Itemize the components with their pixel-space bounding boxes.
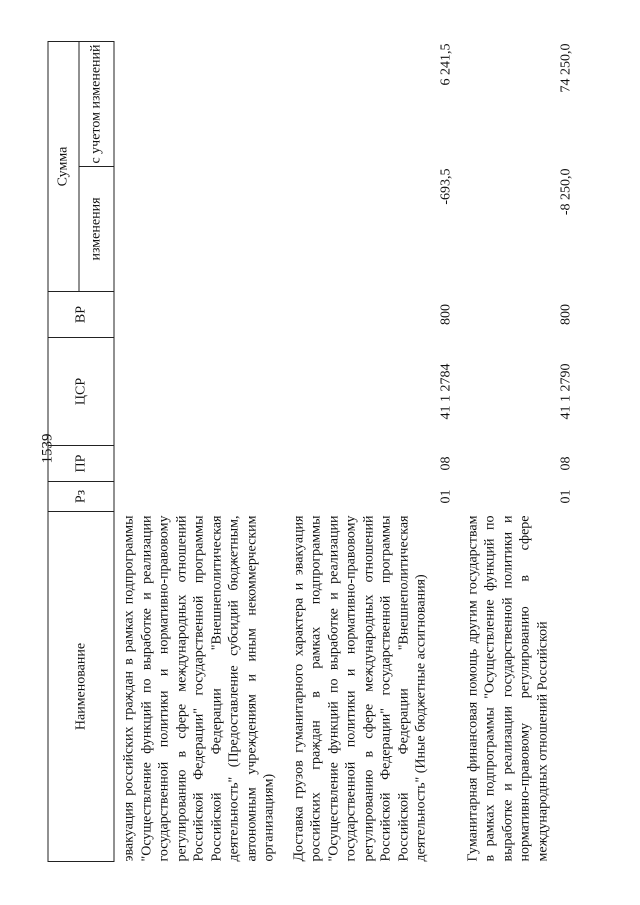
header-vr: ВР [48,292,114,338]
row-with-changes [114,42,284,167]
budget-table [48,41,579,862]
row-with-changes: 74 250,0 [558,43,573,93]
header-name: Наименование [48,512,114,862]
row-change: -693,5 [438,168,453,205]
table-row [284,42,458,862]
row-csr [114,338,284,446]
row-pr: 08 [438,456,453,471]
table-row [458,42,578,862]
row-change [114,167,284,292]
header-csr: ЦСР [48,338,114,446]
row-name: Гуманитарная финансовая помощь другим государствам в рамках подпрограммы "Осуществление функций по выработке и реализации государственной политики и нормативно-правовому регулированию в сфере международных отношений Российской [465,515,550,862]
header-sum: Сумма [48,42,79,292]
header-pr: ПР [48,446,114,482]
page-number: 1539 [39,433,56,464]
row-name: эвакуация российских граждан в рамках подпрограммы "Осуществление функций по выработке и реализации государственной политики и нормативно-правовому регулированию в сфере международных отношений Российской Федерации" государственной программы Российской Федерации "Внешнеполитическая деятельность" (Предоставление субсидий бюджетным, автономным учреждениям и иным некоммерческим организациям) [121,515,277,862]
row-vr: 800 [558,304,573,325]
budget-table-page [48,42,593,862]
row-change: -8 250,0 [558,168,573,216]
table-row [114,42,284,862]
row-csr: 41 1 2790 [558,363,573,420]
row-rz: 01 [438,489,453,504]
row-pr: 08 [558,456,573,471]
row-name: Доставка грузов гуманитарного характера и эвакуация российских граждан в рамках подпрограммы "Осуществление функций по выработке и реализации государственной политики и нормативно-правовому регулированию в сфере международных отношений Российской Федерации" государственной программы Российской Федерации "Внешнеполитическая деятельность" (Иные бюджетные ассигнования) [291,515,429,862]
row-pr [114,446,284,482]
header-rz: Рз [48,482,114,512]
row-rz: 01 [558,489,573,504]
header-change: изменения [79,167,114,292]
row-csr: 41 1 2784 [438,363,453,420]
row-vr [114,292,284,338]
row-rz [114,482,284,512]
row-with-changes: 6 241,5 [438,43,453,86]
header-with-changes: с учетом изменений [79,42,114,167]
row-vr: 800 [438,304,453,325]
